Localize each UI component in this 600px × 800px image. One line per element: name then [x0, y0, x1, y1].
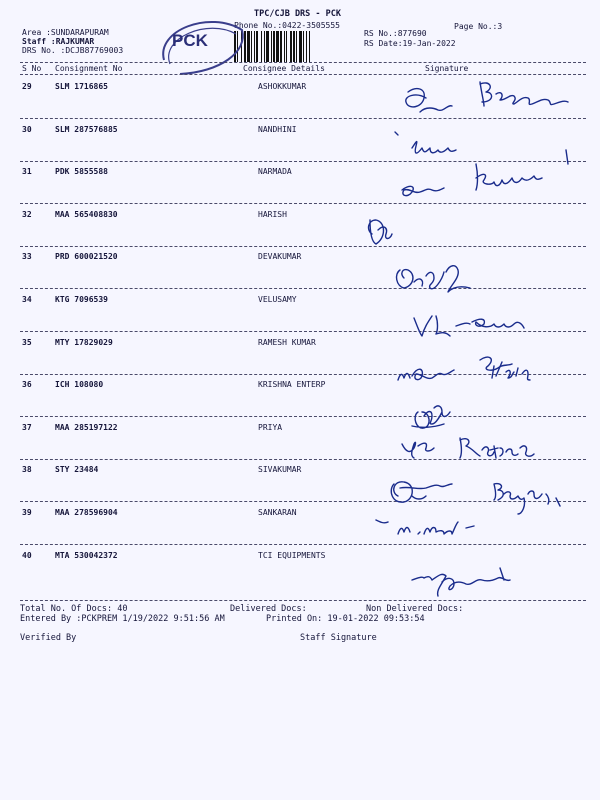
row-consignee: SANKARAN	[258, 508, 297, 517]
row-consignee: VELUSAMY	[258, 295, 297, 304]
verified-by: Verified By	[20, 633, 77, 643]
row-sno: 35	[22, 338, 32, 347]
row-consignee: SIVAKUMAR	[258, 465, 302, 474]
signature-38	[391, 482, 560, 514]
non-delivered-docs: Non Delivered Docs:	[366, 604, 464, 614]
row-consignee: HARISH	[258, 210, 287, 219]
row-consignment-no: MAA 565408830	[55, 210, 118, 219]
row-consignment-no: PDK 5855588	[55, 167, 108, 176]
row-consignment-no: MAA 278596904	[55, 508, 118, 517]
signature-37	[402, 438, 534, 458]
row-consignee: NARMADA	[258, 167, 292, 176]
row-consignee: PRIYA	[258, 423, 283, 432]
row-consignment-no: ICH 108080	[55, 380, 104, 389]
signature-39	[376, 520, 474, 534]
row-consignment-no: PRD 600021520	[55, 252, 118, 261]
row-consignment-no: MTY 17829029	[55, 338, 113, 347]
row-consignment-no: KTG 7096539	[55, 295, 108, 304]
signature-29	[406, 82, 568, 112]
signature-33	[397, 266, 470, 292]
signature-32	[369, 220, 392, 244]
signature-31	[402, 150, 568, 196]
row-consignment-no: MTA 530042372	[55, 551, 118, 560]
printed-on: Printed On: 19-01-2022 09:53:54	[266, 614, 425, 624]
entered-by: Entered By :PCKPREM 1/19/2022 9:51:56 AM	[20, 614, 225, 624]
staff-label: Staff :RAJKUMAR	[22, 37, 95, 46]
row-consignment-no: MAA 285197122	[55, 423, 118, 432]
row-sno: 34	[22, 295, 32, 304]
signature-40	[412, 568, 510, 596]
row-sno: 29	[22, 82, 32, 91]
row-consignee: ASHOKKUMAR	[258, 82, 307, 91]
total-docs: Total No. Of Docs: 40	[20, 604, 128, 614]
row-sno: 39	[22, 508, 32, 517]
rs-date: RS Date:19-Jan-2022	[364, 39, 456, 48]
row-consignee: RAMESH KUMAR	[258, 338, 316, 347]
area-label: Area :SUNDARAPURAM	[22, 28, 109, 37]
row-sno: 40	[22, 551, 32, 560]
row-sno: 30	[22, 125, 32, 134]
signature-35	[398, 357, 530, 380]
staff-signature: Staff Signature	[300, 633, 377, 643]
row-sno: 32	[22, 210, 32, 219]
row-consignment-no: SLM 287576885	[55, 125, 118, 134]
row-consignment-no: STY 23484	[55, 465, 99, 474]
stamp-text: PCK	[172, 31, 208, 50]
signature-36	[412, 406, 450, 428]
delivered-docs: Delivered Docs:	[230, 604, 307, 614]
col-sno: S No	[22, 64, 42, 73]
rs-number: RS No.:877690	[364, 29, 427, 38]
signature-34	[414, 316, 524, 336]
row-sno: 33	[22, 252, 32, 261]
col-consignment: Consignment No	[55, 64, 123, 73]
row-consignee: KRISHNA ENTERP	[258, 380, 326, 389]
row-consignment-no: SLM 1716865	[55, 82, 108, 91]
row-sno: 37	[22, 423, 32, 432]
page-number: Page No.:3	[454, 22, 503, 31]
row-consignee: DEVAKUMAR	[258, 252, 302, 261]
row-sno: 31	[22, 167, 32, 176]
drs-number: DRS No. :DCJB87769003	[22, 46, 124, 55]
row-consignee: NANDHINI	[258, 125, 297, 134]
row-sno: 36	[22, 380, 32, 389]
col-signature: Signature	[425, 64, 469, 73]
row-consignee: TCI EQUIPMENTS	[258, 551, 326, 560]
row-sno: 38	[22, 465, 32, 474]
col-consignee: Consignee Details	[243, 64, 325, 73]
signature-30	[395, 132, 456, 153]
footer-rule	[20, 600, 586, 601]
sheet-title: TPC/CJB DRS - PCK	[254, 9, 341, 19]
phone-number: Phone No.:0422-3505555	[234, 21, 340, 30]
